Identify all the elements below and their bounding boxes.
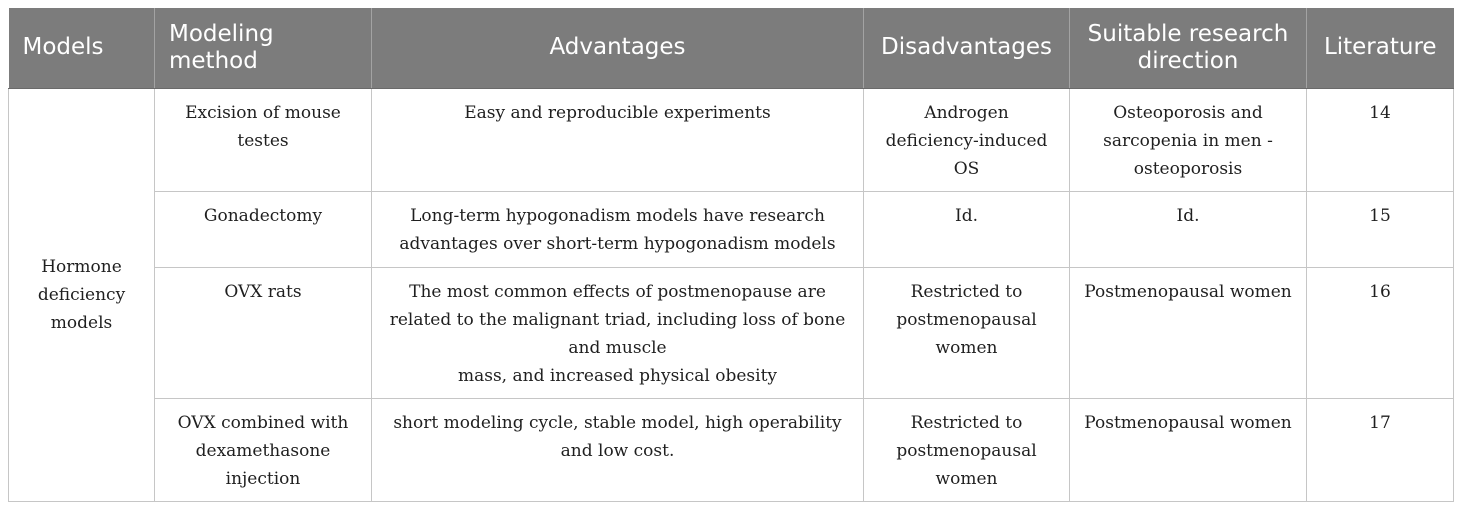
cell-line: OS — [953, 158, 980, 179]
cell-literature — [1307, 398, 1454, 501]
cell-line: 14 — [1369, 102, 1391, 123]
cell-line: Gonadectomy — [203, 205, 323, 226]
models-table — [8, 8, 1454, 502]
cell-line: 16 — [1369, 281, 1391, 302]
cell-line: Restricted to — [910, 412, 1023, 433]
header-disadvantages — [864, 8, 1070, 88]
cell-disadvantages — [864, 191, 1070, 267]
table-row — [9, 267, 1454, 398]
cell-method — [155, 398, 372, 501]
cell-line: Id. — [1176, 205, 1200, 226]
cell-line: Restricted to — [910, 281, 1023, 302]
cell-disadvantages — [864, 88, 1070, 191]
cell-line: sarcopenia in men - — [1103, 130, 1273, 151]
cell-line: women — [935, 468, 998, 489]
cell-line: 17 — [1369, 412, 1391, 433]
cell-line: advantages over short-term hypogonadism models — [399, 233, 836, 254]
header-advantages-line: Advantages — [549, 34, 686, 61]
cell-line: Excision of mouse — [185, 102, 341, 123]
header-models — [9, 8, 155, 88]
cell-disadvantages — [864, 398, 1070, 501]
cell-line: OVX rats — [224, 281, 302, 302]
cell-literature — [1307, 191, 1454, 267]
cell-line: dexamethasone — [195, 440, 331, 461]
cell-line: Hormone — [41, 256, 122, 277]
cell-line: Osteoporosis and — [1113, 102, 1263, 123]
cell-line: and muscle — [568, 337, 667, 358]
header-direction-line: Suitable research — [1087, 20, 1289, 47]
cell-advantages — [372, 267, 864, 398]
cell-direction — [1070, 191, 1307, 267]
header-modeling-method — [155, 8, 372, 88]
header-modeling-method-line: method — [169, 47, 258, 74]
cell-direction — [1070, 267, 1307, 398]
cell-line: The most common effects of postmenopause are — [409, 281, 826, 302]
cell-method — [155, 267, 372, 398]
cell-direction — [1070, 398, 1307, 501]
cell-line: OVX combined with — [177, 412, 349, 433]
table-row — [9, 398, 1454, 501]
table-row — [9, 191, 1454, 267]
cell-advantages — [372, 88, 864, 191]
cell-literature — [1307, 267, 1454, 398]
table-row — [9, 88, 1454, 191]
cell-line: Id. — [954, 205, 978, 226]
cell-line: postmenopausal — [896, 440, 1037, 461]
cell-line: models — [50, 312, 113, 333]
cell-disadvantages — [864, 267, 1070, 398]
header-suitable-research-direction — [1070, 8, 1307, 88]
cell-line: testes — [237, 130, 289, 151]
cell-literature — [1307, 88, 1454, 191]
header-row — [9, 8, 1454, 88]
cell-line: deficiency — [37, 284, 126, 305]
cell-line: injection — [225, 468, 301, 489]
cell-advantages — [372, 398, 864, 501]
cell-advantages — [372, 191, 864, 267]
cell-model-group — [9, 88, 155, 501]
header-literature — [1307, 8, 1454, 88]
table-body — [9, 88, 1454, 501]
cell-line: Easy and reproducible experiments — [464, 102, 771, 123]
cell-line: short modeling cycle, stable model, high operability — [393, 412, 842, 433]
cell-line: Postmenopausal women — [1084, 412, 1292, 433]
cell-line: osteoporosis — [1133, 158, 1243, 179]
cell-direction — [1070, 88, 1307, 191]
cell-line: mass, and increased physical obesity — [457, 365, 778, 386]
cell-line: Long-term hypogonadism models have research — [410, 205, 825, 226]
header-models-line: Models — [22, 34, 104, 61]
table-header — [9, 8, 1454, 88]
cell-line: deficiency-induced — [885, 130, 1048, 151]
cell-line: postmenopausal — [896, 309, 1037, 330]
cell-line: Postmenopausal women — [1084, 281, 1292, 302]
cell-line: women — [935, 337, 998, 358]
header-direction-line: direction — [1137, 47, 1239, 74]
cell-method — [155, 191, 372, 267]
cell-line: related to the malignant triad, including loss of bone — [389, 309, 846, 330]
header-disadvantages-line: Disadvantages — [881, 34, 1052, 61]
header-advantages — [372, 8, 864, 88]
header-modeling-method-line: Modeling — [169, 20, 274, 47]
cell-method — [155, 88, 372, 191]
header-literature-line: Literature — [1323, 34, 1437, 61]
cell-line: Androgen — [924, 102, 1009, 123]
cell-line: 15 — [1369, 205, 1391, 226]
cell-line: and low cost. — [560, 440, 675, 461]
